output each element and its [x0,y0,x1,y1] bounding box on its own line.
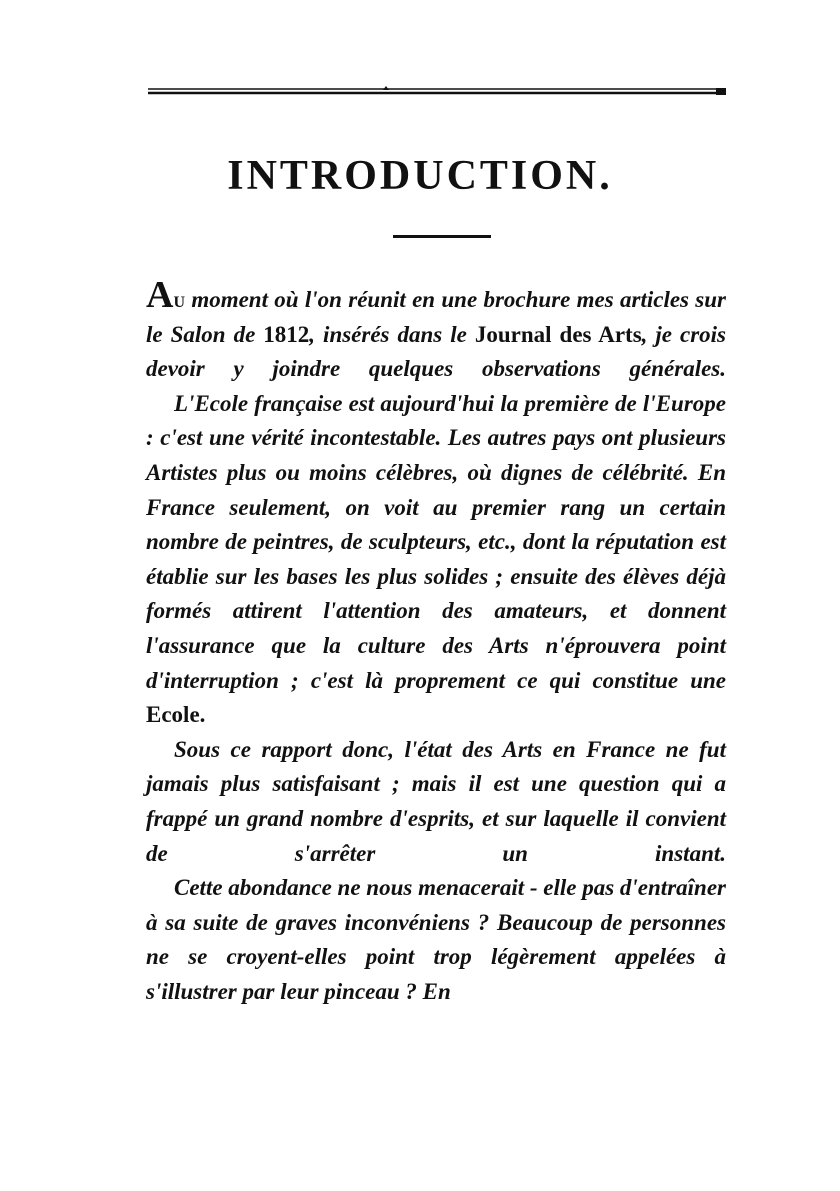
paragraph-2-text: L'Ecole française est aujourd'hui la première de l'Europe : c'est une vérité incontestable. Les autres pays ont plusieurs Artistes plus ou moins célèbres, où dignes de célébrité. En France seulement, on voit au premier rang un certain nombre de peintres, de sculpteurs, etc., dont la réputation est établie sur les bases les plus solides ; ensuite des élèves déjà formés attirent l'attention des amateurs, et donnent l'assurance que la culture des Arts n'éprouvera point d'interruption ; c'est là proprement ce qui constitue une [146,390,726,693]
title-underline [393,235,491,238]
body-text [146,274,727,1009]
page-title: INTRODUCTION. [227,153,613,199]
paragraph-1-text-a: moment où l'on réunit en une brochure mes articles sur le Salon de [146,287,726,347]
paragraph-1-text-c: , je crois devoir y joindre quelques observations générales. [146,321,727,382]
paragraph-1-text-b: , insérés dans le [309,321,475,347]
paragraph-1 [146,274,727,387]
paragraph-3 [146,733,726,871]
paragraph-4-text: Cette abondance ne nous menacerait - elle pas d'entraîner à sa suite de graves inconvéniens ? Beaucoup de personnes ne se croyent-elles point trop légèrement appelées à s'illustrer par leur pinceau ? En [146,875,726,1004]
salon-year: 1812 [263,321,310,347]
paragraph-3-text: Sous ce rapport donc, l'état des Arts en France ne fut jamais plus satisfaisant ; mais il est une question qui a frappé un grand nombre d'esprits, et sur laquelle il convient de s'arrêter un instant. [146,736,726,866]
rule-ornament-icon [383,86,389,90]
ecole-word: Ecole. [146,702,206,728]
header-double-rule [148,86,726,96]
paragraph-4 [146,871,726,1009]
drop-cap: A [146,274,174,316]
journal-name: Journal des Arts [474,321,642,347]
rule-end-mark-icon [716,88,726,95]
small-caps-text: u [173,287,186,312]
paragraph-2 [146,387,726,733]
